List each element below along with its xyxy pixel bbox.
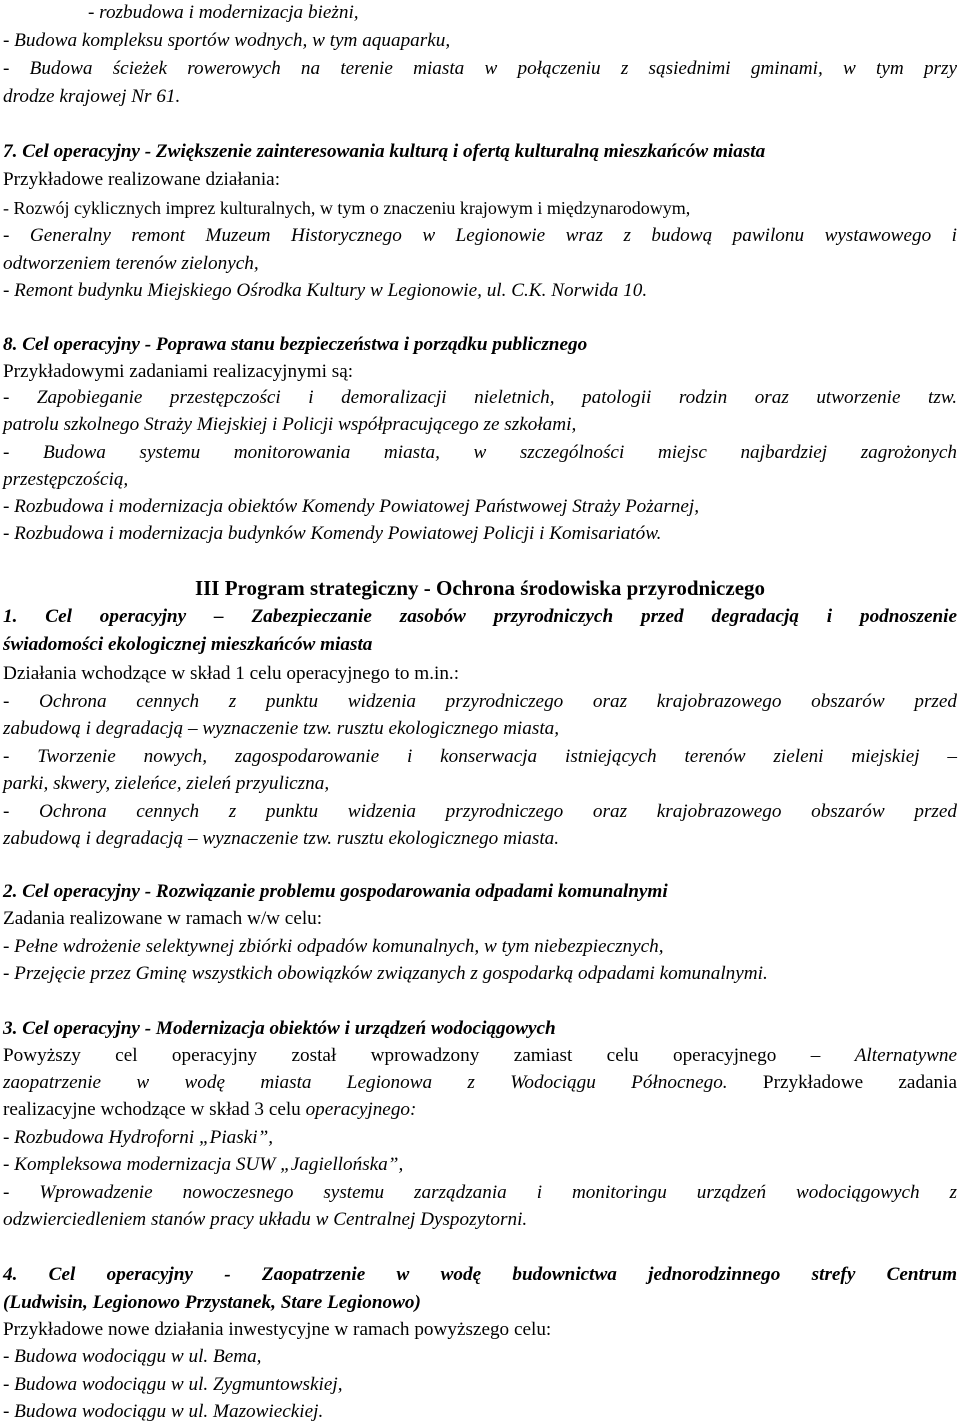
paragraph-intro: Przykładowe nowe działania inwestycyjne w ramach powyższego celu: <box>3 1319 552 1340</box>
program-heading: III Program strategiczny - Ochrona środowiska przyrodniczego <box>194 576 766 600</box>
list-item-continuation: zabudową i degradacją – wyznaczenie tzw. rusztu ekologicznego miasta. <box>3 828 560 849</box>
list-item: - Rozbudowa i modernizacja budynków Komendy Powiatowej Policji i Komisariatów. <box>3 523 662 544</box>
list-item-continuation: patrolu szkolnego Straży Miejskiej i Policji współpracującego ze szkołami, <box>3 414 577 435</box>
paragraph-text-italic: zaopatrzenie w wodę miasta Legionowa z Wodociągu Północnego. <box>3 1072 728 1093</box>
list-item: - Ochrona cennych z punktu widzenia przyrodniczego oraz krajobrazowego obszarów przed <box>3 691 957 712</box>
list-item: - Budowa kompleksu sportów wodnych, w tym aquaparku, <box>3 30 451 51</box>
list-item: - Rozbudowa i modernizacja obiektów Komendy Powiatowej Państwowej Straży Pożarnej, <box>3 496 700 517</box>
list-item: - Budowa wodociągu w ul. Mazowieckiej. <box>3 1401 324 1422</box>
section-heading-1: 1. Cel operacyjny – Zabezpieczanie zasobów przyrodniczych przed degradacją i podnoszenie <box>3 606 957 627</box>
list-item-continuation: drodze krajowej Nr 61. <box>3 86 181 107</box>
list-item-continuation: parki, skwery, zieleńce, zieleń przyuliczna, <box>3 773 330 794</box>
list-item: - Pełne wdrożenie selektywnej zbiórki odpadów komunalnych, w tym niebezpiecznych, <box>3 936 664 957</box>
list-item: - Budowa wodociągu w ul. Zygmuntowskiej, <box>3 1374 343 1395</box>
paragraph-text-italic: operacyjnego: <box>305 1099 417 1120</box>
section-heading-8: 8. Cel operacyjny - Poprawa stanu bezpieczeństwa i porządku publicznego <box>3 334 588 355</box>
list-item: - Przejęcie przez Gminę wszystkich obowiązków związanych z gospodarką odpadami komunalnymi. <box>3 963 768 984</box>
paragraph-intro: Przykładowe realizowane działania: <box>3 169 281 190</box>
paragraph-intro: Przykładowymi zadaniami realizacyjnymi są: <box>3 361 354 382</box>
paragraph-text: Powyższy cel operacyjny został wprowadzony zamiast celu operacyjnego – <box>3 1045 821 1066</box>
list-item: - Budowa systemu monitorowania miasta, w szczególności miejsc najbardziej zagrożonych <box>3 442 957 463</box>
list-item: - Tworzenie nowych, zagospodarowanie i konserwacja istniejących terenów zieleni miejskiej – <box>3 746 957 767</box>
list-item: - Remont budynku Miejskiego Ośrodka Kultury w Legionowie, ul. C.K. Norwida 10. <box>3 280 648 301</box>
paragraph-line <box>3 1044 957 1068</box>
list-item: - Rozbudowa Hydroforni „Piaski”, <box>3 1127 274 1148</box>
list-item: - Ochrona cennych z punktu widzenia przyrodniczego oraz krajobrazowego obszarów przed <box>3 801 957 822</box>
list-item-continuation: zabudową i degradacją – wyznaczenie tzw. rusztu ekologicznego miasta, <box>3 718 560 739</box>
list-item: - Zapobieganie przestępczości i demoralizacji nieletnich, patologii rodzin oraz utworzenie tzw. <box>3 387 957 408</box>
section-heading-7: 7. Cel operacyjny - Zwiększenie zainteresowania kulturą i ofertą kulturalną mieszkańców miasta <box>3 141 766 162</box>
paragraph-text: Przykładowe zadania <box>762 1072 957 1093</box>
paragraph-line <box>3 1071 957 1095</box>
paragraph-text: realizacyjne wchodzące w skład 3 celu <box>3 1099 301 1120</box>
paragraph-line <box>3 1098 957 1122</box>
section-heading-4-continuation: (Ludwisin, Legionowo Przystanek, Stare Legionowo) <box>3 1292 421 1313</box>
list-item: - Kompleksowa modernizacja SUW „Jagiellońska”, <box>3 1154 404 1175</box>
section-heading-4: 4. Cel operacyjny - Zaopatrzenie w wodę budownictwa jednorodzinnego strefy Centrum <box>3 1264 957 1285</box>
section-heading-3: 3. Cel operacyjny - Modernizacja obiektów i urządzeń wodociągowych <box>3 1018 556 1039</box>
list-item: - Budowa wodociągu w ul. Bema, <box>3 1346 262 1367</box>
paragraph-text-italic: Alternatywne <box>854 1045 957 1066</box>
list-item: - rozbudowa i modernizacja bieżni, <box>88 2 359 23</box>
paragraph-intro: Zadania realizowane w ramach w/w celu: <box>3 908 323 929</box>
list-item: - Rozwój cyklicznych imprez kulturalnych, w tym o znaczeniu krajowym i międzynarodowym, <box>3 198 691 218</box>
list-item: - Generalny remont Muzeum Historycznego w Legionowie wraz z budową pawilonu wystawowego i <box>3 225 957 246</box>
section-heading-2: 2. Cel operacyjny - Rozwiązanie problemu gospodarowania odpadami komunalnymi <box>3 881 668 902</box>
list-item: - Wprowadzenie nowoczesnego systemu zarządzania i monitoringu urządzeń wodociągowych z <box>3 1182 957 1203</box>
list-item: - Budowa ścieżek rowerowych na terenie miasta w połączeniu z sąsiednimi gminami, w tym przy <box>3 58 957 79</box>
list-item-continuation: odzwierciedleniem stanów pracy układu w Centralnej Dyspozytorni. <box>3 1209 528 1230</box>
paragraph-intro: Działania wchodzące w skład 1 celu operacyjnego to m.in.: <box>3 663 460 684</box>
list-item-continuation: przestępczością, <box>3 469 129 490</box>
list-item-continuation: odtworzeniem terenów zielonych, <box>3 253 259 274</box>
section-heading-1-continuation: świadomości ekologicznej mieszkańców miasta <box>3 634 373 655</box>
